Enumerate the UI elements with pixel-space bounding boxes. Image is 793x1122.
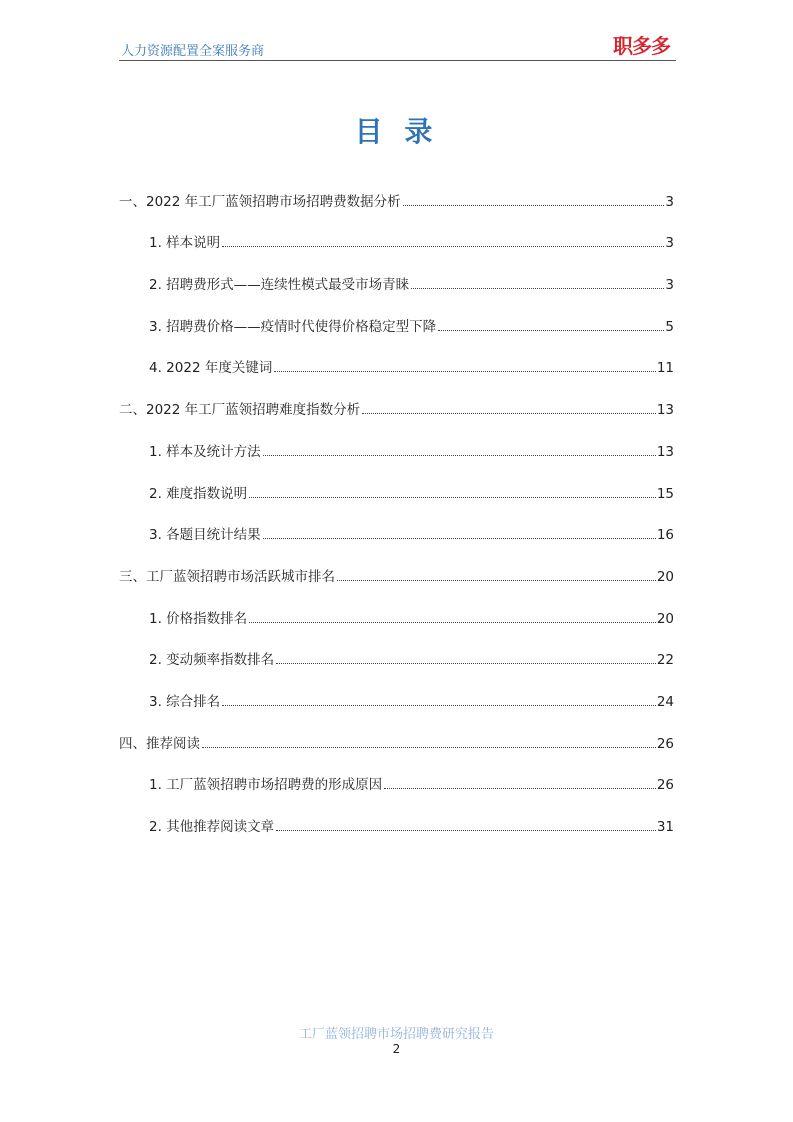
toc-dot-leader — [222, 245, 664, 247]
toc-entry[interactable] — [119, 335, 674, 377]
toc-entry-label: 2. 难度指数说明 — [149, 485, 248, 502]
toc-entry-label: 1. 价格指数排名 — [149, 610, 248, 627]
toc-entry-page: 3 — [665, 193, 674, 210]
toc-dot-leader — [263, 454, 656, 456]
toc-entry-label: 3. 招聘费价格——疫情时代使得价格稳定型下降 — [149, 318, 437, 335]
toc-entry-label: 1. 样本及统计方法 — [149, 443, 261, 460]
toc-entry-label: 二、2022 年工厂蓝领招聘难度指数分析 — [119, 402, 361, 419]
toc-dot-leader — [337, 579, 656, 581]
toc-entry-label: 四、推荐阅读 — [119, 735, 200, 752]
header-tagline: 人力资源配置全案服务商 — [121, 44, 265, 59]
toc-entry-page: 13 — [656, 402, 674, 419]
toc-entry[interactable] — [119, 376, 674, 418]
toc-entry-label: 1. 样本说明 — [149, 235, 221, 252]
toc-entry[interactable] — [119, 251, 674, 293]
toc-dot-leader — [276, 662, 656, 664]
toc-dot-leader — [222, 704, 656, 706]
toc-entry-label: 1. 工厂蓝领招聘市场招聘费的形成原因 — [149, 777, 383, 794]
footer-title: 工厂蓝领招聘市场招聘费研究报告 — [298, 1027, 494, 1042]
footer-page-number: 2 — [392, 1042, 401, 1056]
toc-entry-label: 一、2022 年工厂蓝领招聘市场招聘费数据分析 — [119, 193, 401, 210]
toc-dot-leader — [274, 370, 655, 372]
toc-entry-label: 3. 各题目统计结果 — [149, 527, 261, 544]
toc-dot-leader — [411, 287, 664, 289]
toc-dot-leader — [249, 621, 656, 623]
toc-entry-page: 26 — [656, 735, 674, 752]
toc-entry-label: 2. 招聘费形式——连续性模式最受市场青睐 — [149, 277, 410, 294]
toc-dot-leader — [384, 787, 656, 789]
toc-entry-page: 13 — [656, 443, 674, 460]
toc-entry[interactable] — [119, 168, 674, 210]
toc-entry-page: 24 — [656, 693, 674, 710]
toc-entry-page: 20 — [656, 610, 674, 627]
toc-entry[interactable] — [119, 418, 674, 460]
toc-entry[interactable] — [119, 210, 674, 252]
table-of-contents — [119, 168, 674, 835]
toc-entry-label: 3. 综合排名 — [149, 693, 221, 710]
toc-entry-page: 11 — [656, 360, 674, 377]
toc-entry-page: 31 — [656, 819, 674, 835]
toc-entry[interactable] — [119, 668, 674, 710]
toc-entry-label: 4. 2022 年度关键词 — [149, 360, 273, 377]
brand-logo: 职多多 — [613, 34, 670, 58]
toc-entry-label: 2. 其他推荐阅读文章 — [149, 819, 275, 835]
toc-entry-page: 20 — [656, 568, 674, 585]
toc-title: 目 录 — [354, 115, 439, 148]
toc-entry[interactable] — [119, 502, 674, 544]
toc-entry-page: 5 — [665, 318, 674, 335]
toc-dot-leader — [263, 537, 656, 539]
toc-entry-label: 2. 变动频率指数排名 — [149, 652, 275, 669]
toc-entry[interactable] — [119, 710, 674, 752]
toc-dot-leader — [403, 204, 665, 206]
toc-entry[interactable] — [119, 460, 674, 502]
toc-dot-leader — [276, 829, 656, 831]
toc-entry-label: 三、工厂蓝领招聘市场活跃城市排名 — [119, 568, 335, 585]
toc-entry-page: 26 — [656, 777, 674, 794]
toc-dot-leader — [202, 746, 656, 748]
toc-entry[interactable] — [119, 793, 674, 835]
toc-entry-page: 3 — [665, 235, 674, 252]
toc-dot-leader — [438, 329, 664, 331]
toc-entry-page: 3 — [665, 277, 674, 294]
toc-entry-page: 16 — [656, 527, 674, 544]
toc-entry[interactable] — [119, 585, 674, 627]
toc-entry-page: 22 — [656, 652, 674, 669]
toc-entry[interactable] — [119, 293, 674, 335]
toc-entry[interactable] — [119, 543, 674, 585]
toc-entry[interactable] — [119, 627, 674, 669]
toc-entry[interactable] — [119, 752, 674, 794]
page-header — [119, 30, 676, 61]
toc-dot-leader — [362, 412, 656, 414]
toc-entry-page: 15 — [656, 485, 674, 502]
toc-dot-leader — [249, 496, 656, 498]
